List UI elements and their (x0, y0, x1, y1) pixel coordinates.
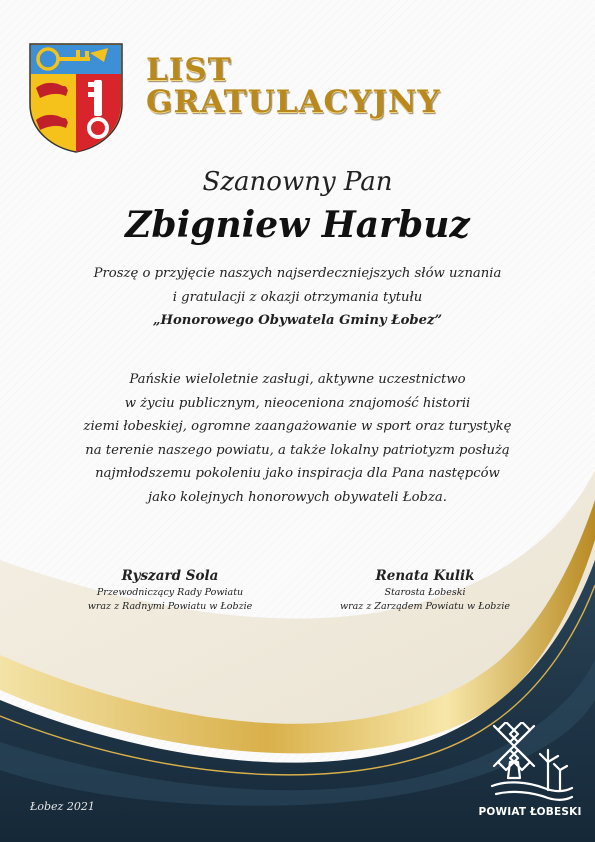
paragraph-line: w życiu publicznym, nieoceniona znajomość historii (124, 395, 471, 411)
signatory-role: wraz z Radnymi Powiatu w Łobzie (87, 601, 253, 612)
paragraph-line: na terenie naszego powiatu, a także lokalny patriotyzm posłużą (85, 442, 510, 458)
signatory-role: Przewodniczący Rady Powiatu (96, 587, 244, 598)
merits-paragraph (40, 368, 555, 509)
congratulations-paragraph (40, 262, 555, 333)
signature-block-starost (325, 566, 525, 614)
place-date: Łobez 2021 (30, 800, 95, 813)
coat-of-arms-icon (28, 42, 124, 154)
paragraph-line: najmłodszemu pokoleniu jako inspiracja dla Pana następców (95, 466, 500, 481)
paragraph-line: Pańskie wieloletnie zasługi, aktywne uczestnictwo (129, 372, 466, 387)
signatory-role: wraz z Zarządem Powiatu w Łobzie (339, 601, 511, 612)
signatory-name: Renata Kulik (375, 568, 475, 584)
county-logo-text: POWIAT ŁOBESKI (478, 806, 582, 818)
paragraph-line: Proszę o przyjęcie naszych najserdeczniejszych słów uznania (93, 266, 502, 281)
title-line-2: GRATULACYJNY (146, 84, 441, 120)
document-title (146, 54, 440, 118)
salutation: Szanowny Pan (202, 167, 393, 197)
title-line-1: LIST (146, 52, 232, 88)
paragraph-line: i gratulacji z okazji otrzymania tytułu (172, 289, 423, 305)
signatory-role: Starosta Łobeski (384, 587, 466, 598)
paragraph-line: ziemi łobeskiej, ogromne zaangażowanie w sport oraz turystykę (83, 419, 512, 434)
recipient-name: Zbigniew Harbuz (125, 204, 470, 246)
honorary-title: „Honorowego Obywatela Gminy Łobez” (152, 313, 443, 328)
signature-block-council-chair (70, 566, 270, 614)
paragraph-line: jako kolejnych honorowych obywateli Łobza. (148, 489, 447, 505)
signatory-name: Ryszard Sola (121, 568, 219, 584)
